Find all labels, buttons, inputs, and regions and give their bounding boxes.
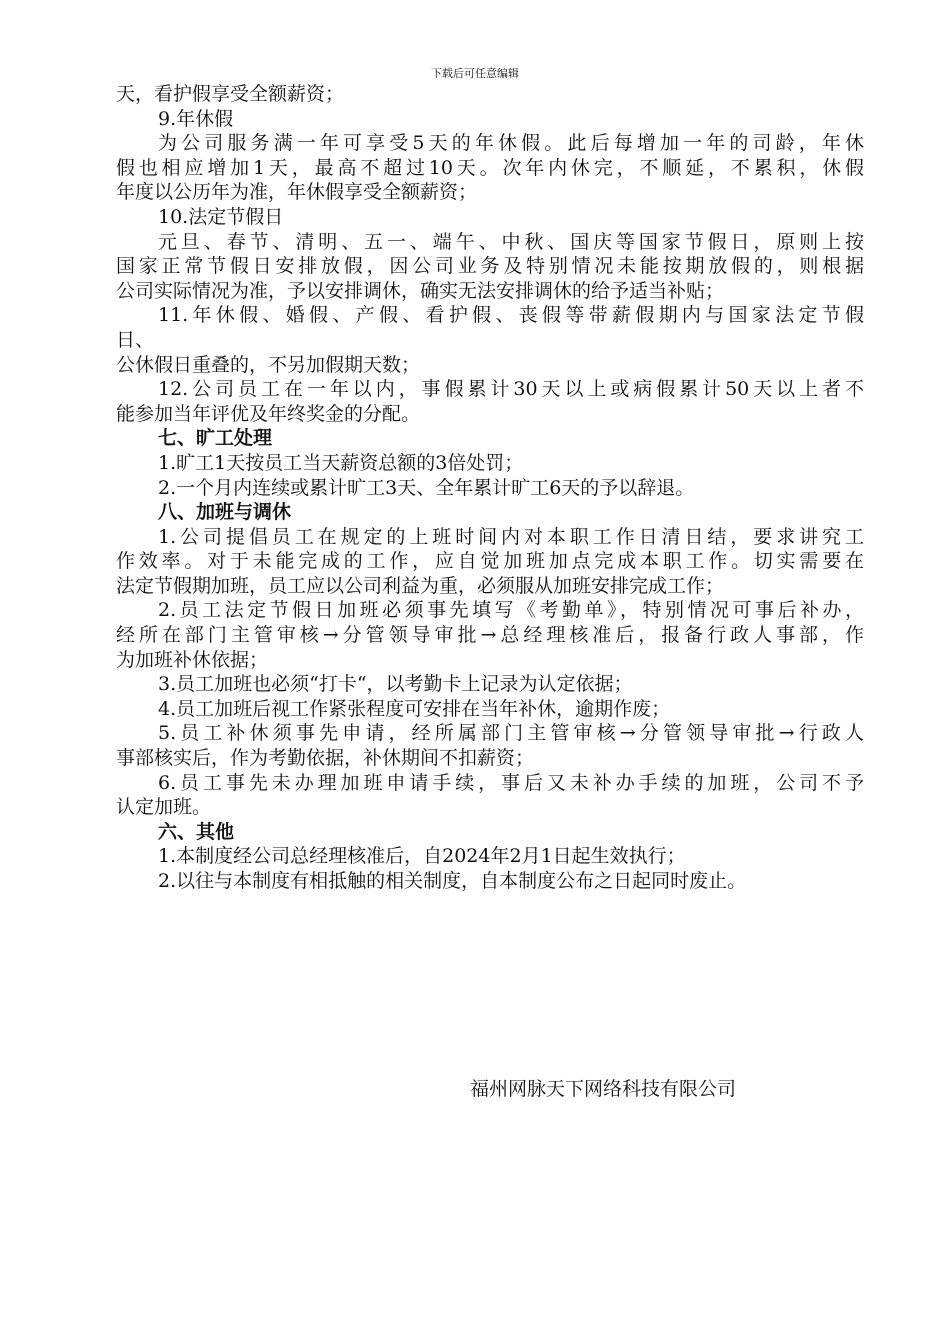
- paragraph-line: 2.一个月内连续或累计旷工3天、全年累计旷工6天的予以辞退。: [158, 476, 695, 499]
- paragraph-line: 1.本制度经公司总经理核准后，自2024年2月1日起生效执行；: [158, 845, 686, 868]
- company-signature: 福州网脉天下网络科技有限公司: [470, 1078, 737, 1100]
- paragraph-line: 为加班补休依据；: [116, 648, 269, 671]
- paragraph-line: 能参加当年评优及年终奖金的分配。: [116, 402, 421, 425]
- paragraph-line: 年度以公历年为准，年休假享受全额薪资；: [116, 181, 478, 204]
- paragraph-line: 6.员工事先未办理加班申请手续，事后又未补办手续的加班，公司不予: [158, 771, 864, 794]
- paragraph-line: 9.年休假: [158, 107, 234, 130]
- paragraph-line: 作效率。对于未能完成的工作，应自觉加班加点完成本职工作。切实需要在: [116, 550, 864, 573]
- paragraph-line: 3.员工加班也必须“打卡“，以考勤卡上记录为认定依据；: [158, 673, 633, 696]
- paragraph-line: 为公司服务满一年可享受5天的年休假。此后每增加一年的司龄，年休: [158, 132, 864, 155]
- paragraph-line: 事部核实后，作为考勤依据，补休期间不扣薪资；: [116, 747, 535, 770]
- paragraph-line: 2.以往与本制度有相抵触的相关制度，自本制度公布之日起同时废止。: [158, 870, 747, 892]
- paragraph-line: 认定加班。: [116, 796, 212, 819]
- paragraph-line: 假也相应增加1天，最高不超过10天。次年内休完，不顺延，不累积，休假: [116, 156, 864, 179]
- paragraph-line: 公司实际情况为准，予以安排调休，确实无法安排调休的给予适当补贴；: [116, 279, 725, 302]
- section-heading: 八、加班与调休: [158, 501, 292, 524]
- paragraph-line: 10.法定节假日: [158, 205, 284, 228]
- paragraph-line: 1.公司提倡员工在规定的上班时间内对本职工作日清日结，要求讲究工: [158, 525, 864, 548]
- paragraph-line: 元旦、春节、清明、五一、端午、中秋、国庆等国家节假日，原则上按: [158, 230, 864, 253]
- paragraph-line: 1.旷工1天按员工当天薪资总额的3倍处罚；: [158, 451, 524, 474]
- paragraph-line: 2.员工法定节假日加班必须事先填写《考勤单》，特别情况可事后补办，: [158, 599, 864, 622]
- paragraph-line: 日、: [116, 328, 155, 351]
- section-heading: 六、其他: [158, 820, 235, 843]
- paragraph-line: 天，看护假享受全额薪资；: [116, 83, 345, 105]
- paragraph-line: 12.公司员工在一年以内，事假累计30天以上或病假累计50天以上者不: [158, 378, 864, 401]
- paragraph-line: 经所在部门主管审核→分管领导审批→总经理核准后，报备行政人事部，作: [116, 624, 864, 647]
- paragraph-line: 4.员工加班后视工作紧张程度可安排在当年补休，逾期作废；: [158, 697, 671, 720]
- paragraph-line: 5.员工补休须事先申请，经所属部门主管审核→分管领导审批→行政人: [158, 722, 864, 745]
- page-header: 下载后可任意编辑: [431, 67, 519, 80]
- paragraph-line: 国家正常节假日安排放假，因公司业务及特别情况未能按期放假的，则根据: [116, 255, 864, 278]
- document-body: [116, 82, 864, 894]
- paragraph-line: 法定节假期加班，员工应以公司利益为重，必须服从加班安排完成工作；: [116, 574, 725, 597]
- paragraph-line: 公休假日重叠的，不另加假期天数；: [116, 353, 421, 376]
- paragraph-line: 11.年休假、婚假、产假、看护假、丧假等带薪假期内与国家法定节假: [158, 304, 864, 327]
- section-heading: 七、旷工处理: [158, 427, 273, 450]
